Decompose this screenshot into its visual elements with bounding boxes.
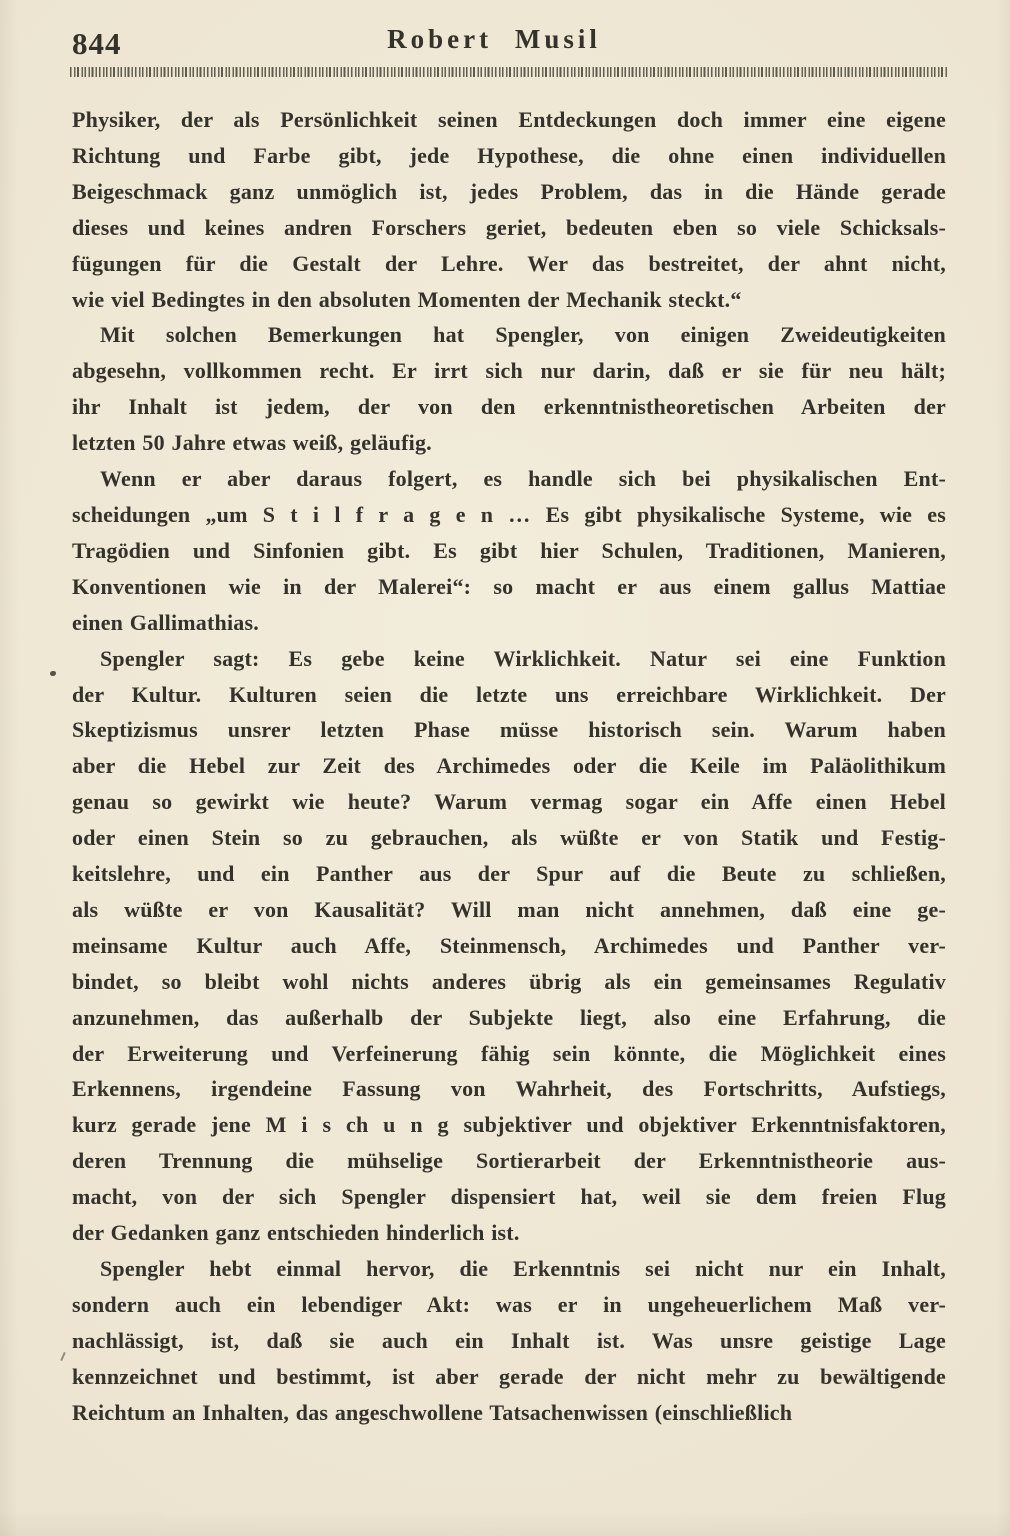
text-line: kurz gerade jene M i s ch u n g subjektiver und objektiver Erkenntnisfaktoren, — [72, 1112, 946, 1138]
text-line: scheidungen „um S t i l f r a g e n … Es gibt physikalische Systeme, wie es — [72, 501, 946, 527]
text-line: kennzeichnet und bestimmt, ist aber gerade der nicht mehr zu bewältigende — [72, 1363, 946, 1389]
text-line: macht, von der sich Spengler dispensiert hat, weil sie dem freien Flug — [72, 1184, 946, 1210]
text-line: Reichtum an Inhalten, das angeschwollene Tatsachenwissen (einschließlich — [72, 1399, 793, 1425]
text-line: der Kultur. Kulturen seien die letzte uns erreichbare Wirklichkeit. Der — [72, 681, 946, 707]
text-line: Physiker, der als Persönlichkeit seinen Entdeckungen doch immer eine eigene — [72, 107, 946, 132]
text-line: Erkennens, irgendeine Fassung von Wahrheit, des Fortschritts, Aufstiegs, — [72, 1076, 946, 1102]
text-line: genau so gewirkt wie heute? Warum vermag sogar ein Affe einen Hebel — [72, 789, 946, 815]
ink-speck — [50, 671, 56, 676]
running-header: Robert Musil — [387, 24, 601, 54]
ink-speck — [60, 1352, 65, 1361]
paragraph — [72, 102, 946, 317]
text-line: ihr Inhalt ist jedem, der von den erkenntnistheoretischen Arbeiten der — [72, 394, 946, 420]
text-line: Konventionen wie in der Malerei“: so macht er aus einem gallus Mattiae — [72, 573, 946, 599]
page-number: 844 — [72, 26, 122, 61]
text-line: meinsame Kultur auch Affe, Steinmensch, Archimedes und Panther ver- — [72, 932, 946, 958]
text-line: sondern auch ein lebendiger Akt: was er in ungeheuerlichem Maß ver- — [72, 1291, 946, 1317]
page-header — [72, 24, 946, 64]
text-line: als wüßte er von Kausalität? Will man nicht annehmen, daß eine ge- — [72, 896, 946, 922]
text-line: abgesehn, vollkommen recht. Er irrt sich nur darin, daß er sie für neu hält; — [72, 358, 946, 384]
text-line: letzten 50 Jahre etwas weiß, geläufig. — [72, 430, 432, 456]
text-line: Spengler sagt: Es gebe keine Wirklichkeit. Natur sei eine Funktion — [100, 645, 946, 671]
text-line: Spengler hebt einmal hervor, die Erkenntnis sei nicht nur ein Inhalt, — [100, 1256, 946, 1281]
text-line: oder einen Stein so zu gebrauchen, als wüßte er von Statik und Festig- — [72, 825, 946, 851]
text-line: Wenn er aber daraus folgert, es handle sich bei physikalischen Ent- — [100, 466, 946, 492]
paragraph — [72, 461, 946, 641]
text-line: der Erweiterung und Verfeinerung fähig sein könnte, die Möglichkeit eines — [72, 1040, 946, 1066]
text-line: bindet, so bleibt wohl nichts anderes übrig als ein gemeinsames Regulativ — [72, 968, 946, 994]
text-line: wie viel Bedingtes in den absoluten Momenten der Mechanik steckt.“ — [72, 286, 742, 312]
text-line: Beigeschmack ganz unmöglich ist, jedes Problem, das in die Hände gerade — [72, 178, 946, 204]
text-line: fügungen für die Gestalt der Lehre. Wer das bestreitet, der ahnt nicht, — [72, 250, 946, 276]
text-line: Skeptizismus unsrer letzten Phase müsse historisch sein. Warum haben — [72, 717, 946, 743]
text-line: dieses und keines andren Forschers geriet, bedeuten eben so viele Schicksals- — [72, 214, 946, 240]
text-block — [72, 102, 946, 1431]
text-line: Tragödien und Sinfonien gibt. Es gibt hier Schulen, Traditionen, Manieren, — [72, 537, 946, 563]
text-line: der Gedanken ganz entschieden hinderlich ist. — [72, 1220, 520, 1246]
text-line: Richtung und Farbe gibt, jede Hypothese, die ohne einen individuellen — [72, 142, 946, 168]
text-line: aber die Hebel zur Zeit des Archimedes oder die Keile im Paläolithikum — [72, 753, 946, 779]
paragraph — [72, 317, 946, 461]
text-line: keitslehre, und ein Panther aus der Spur auf die Beute zu schließen, — [72, 861, 946, 887]
text-line: deren Trennung die mühselige Sortierarbeit der Erkenntnistheorie aus- — [72, 1148, 946, 1174]
text-line: einen Gallimathias. — [72, 609, 259, 635]
text-line: Mit solchen Bemerkungen hat Spengler, von einigen Zweideutigkeiten — [100, 322, 946, 348]
paragraph — [72, 1251, 946, 1431]
paragraph — [72, 641, 946, 1251]
text-line: nachlässigt, ist, daß sie auch ein Inhalt ist. Was unsre geistige Lage — [72, 1327, 946, 1353]
text-line: anzunehmen, das außerhalb der Subjekte liegt, also eine Erfahrung, die — [72, 1004, 946, 1030]
header-rule — [70, 67, 947, 77]
